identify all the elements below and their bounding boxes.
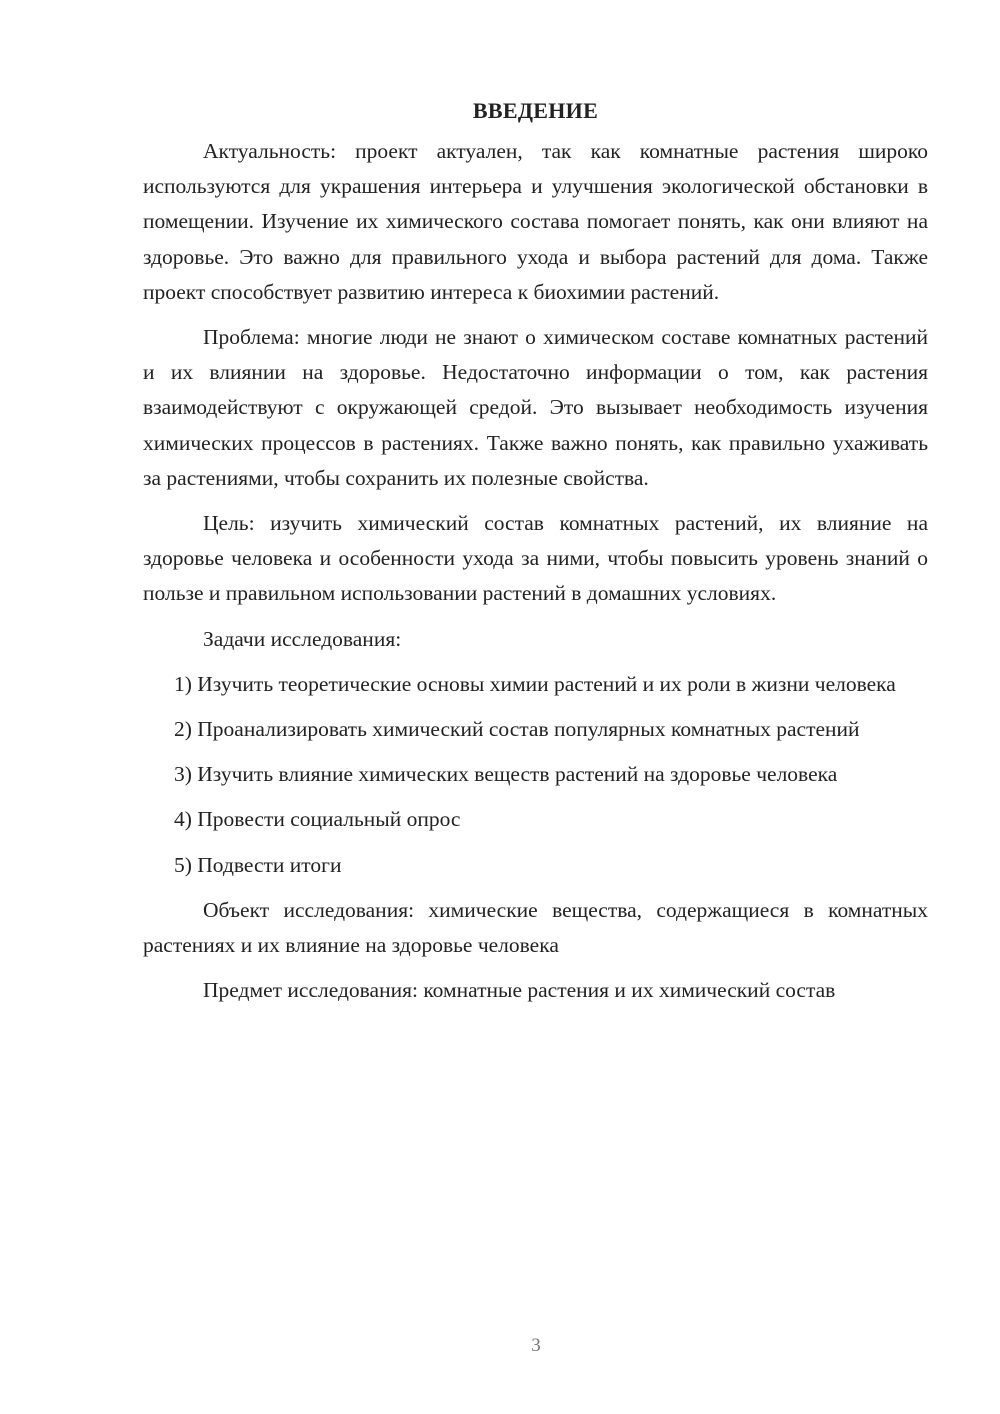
page-number: 3 xyxy=(531,1335,541,1356)
task-item-3: 3) Изучить влияние химических веществ растений на здоровье человека xyxy=(174,762,838,787)
page-title: ВВЕДЕНИЕ xyxy=(472,98,599,123)
tasks-list xyxy=(143,667,928,883)
page-content xyxy=(143,94,928,1018)
tasks-heading: Задачи исследования: xyxy=(203,626,402,651)
problem-paragraph: Проблема: многие люди не знают о химическом составе комнатных растений и их влиянии на здоровье. Недостаточно информации о том, как растения взаимодействуют с окружающей средой. Это вызывает необходимость изучения химических процессов в растениях. Также важно понять, как правильно ухаживать за растениями, чтобы сохранить их полезные свойства. xyxy=(143,325,928,490)
task-item-2: 2) Проанализировать химический состав популярных комнатных растений xyxy=(174,717,860,742)
goal-paragraph: Цель: изучить химический состав комнатных растений, их влияние на здоровье человека и особенности ухода за ними, чтобы повысить уровень знаний о пользе и правильном использовании растений в домашних условиях. xyxy=(143,511,928,606)
task-item-5: 5) Подвести итоги xyxy=(174,852,342,877)
relevance-paragraph: Актуальность: проект актуален, так как комнатные растения широко используются для украшения интерьера и улучшения экологической обстановки в помещении. Изучение их химического состава помогает понять, как они влияют на здоровье. Это важно для правильного ухода и выбора растений для дома. Также проект способствует развитию интереса к биохимии растений. xyxy=(143,139,928,304)
task-item-1: 1) Изучить теоретические основы химии растений и их роли в жизни человека xyxy=(174,671,896,696)
research-subject-paragraph: Предмет исследования: комнатные растения и их химический состав xyxy=(203,978,836,1003)
task-item-4: 4) Провести социальный опрос xyxy=(174,807,461,832)
research-object-paragraph: Объект исследования: химические вещества, содержащиеся в комнатных растениях и их влияние на здоровье человека xyxy=(143,897,928,958)
